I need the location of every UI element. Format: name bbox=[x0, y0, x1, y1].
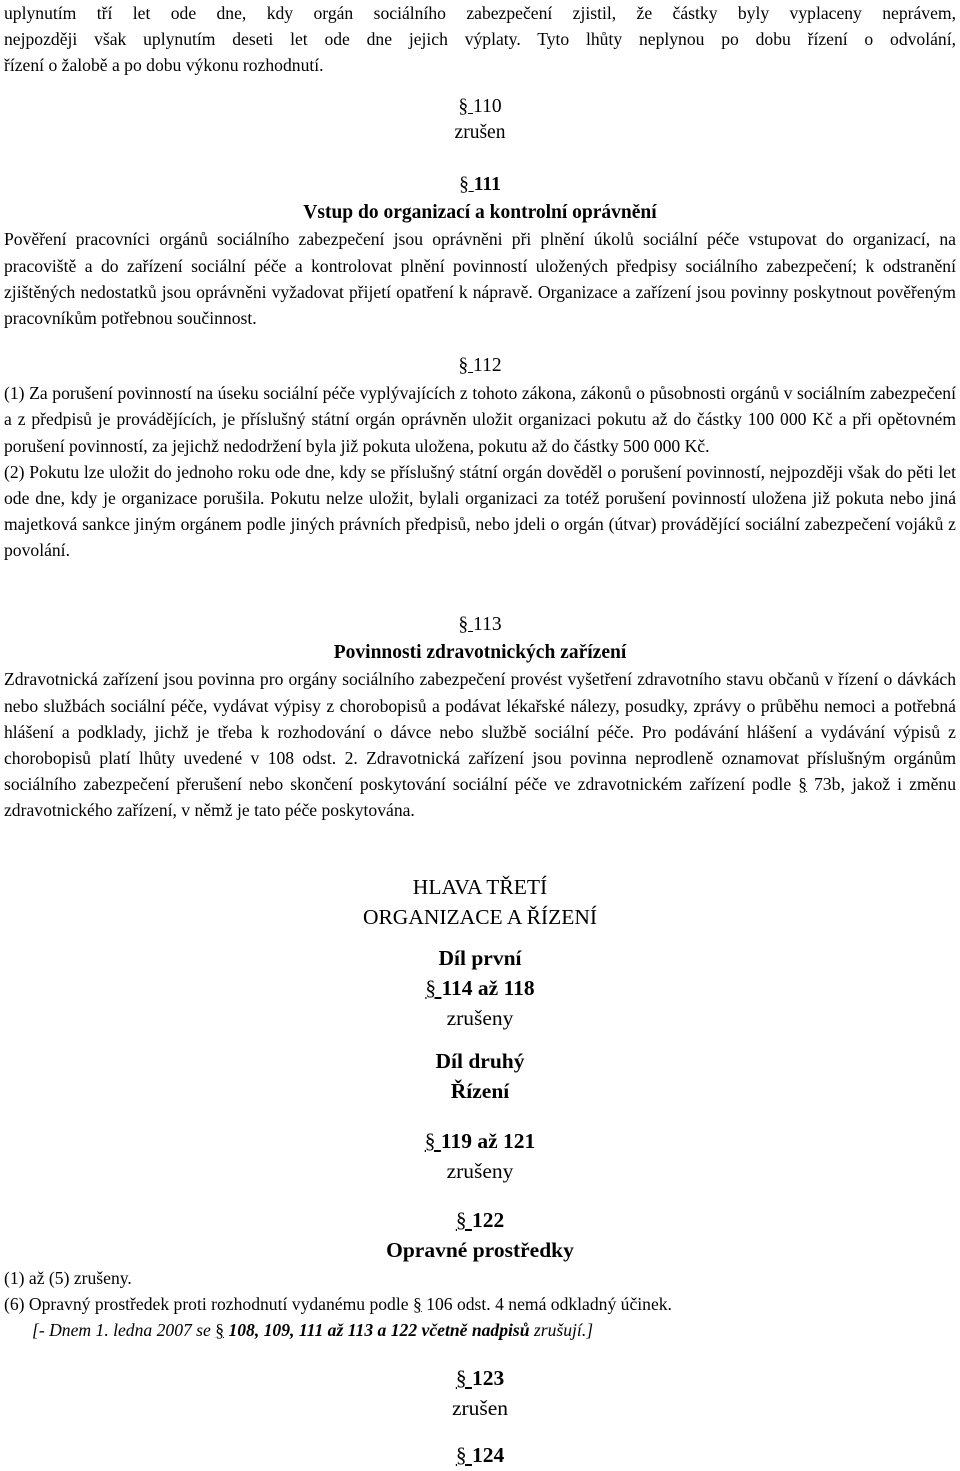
chapter-heading bbox=[4, 872, 956, 932]
part-1-title: Díl první bbox=[438, 946, 522, 970]
section-123-heading bbox=[4, 1363, 956, 1393]
section-111-heading bbox=[4, 172, 956, 198]
section-122-p6-b: 106 odst. 4 nemá odkladný účinek. bbox=[421, 1294, 672, 1315]
section-symbol-icon: § bbox=[458, 96, 474, 117]
part-1-status: zrušeny bbox=[446, 1006, 514, 1030]
chapter-title: HLAVA TŘETÍ bbox=[412, 875, 548, 899]
intro-line-2: nejpozději však uplynutím deseti let ode dne jejich výplaty. Tyto lhůty neplynou po dobu řízení o odvolání, bbox=[4, 29, 956, 50]
chapter-subtitle: ORGANIZACE A ŘÍZENÍ bbox=[362, 905, 598, 929]
section-symbol-icon: § bbox=[215, 1320, 225, 1341]
section-symbol-icon: § bbox=[798, 774, 808, 795]
section-124 bbox=[4, 1440, 956, 1470]
intro-paragraph bbox=[4, 0, 956, 79]
section-111-title: Vstup do organizací a kontrolní oprávnění bbox=[303, 202, 657, 224]
section-symbol-icon: § bbox=[455, 1366, 472, 1390]
section-124-heading bbox=[4, 1440, 956, 1470]
part-2 bbox=[4, 1046, 956, 1186]
part-2-title: Díl druhý bbox=[435, 1049, 525, 1073]
section-113-number: 113 bbox=[473, 614, 502, 635]
part-2-subtitle: Řízení bbox=[450, 1079, 510, 1103]
section-113-heading bbox=[4, 612, 956, 638]
section-123-number: 123 bbox=[471, 1366, 505, 1390]
section-110-heading bbox=[4, 94, 956, 120]
section-112-paragraph-2: (2) Pokutu lze uložit do jednoho roku ode dne, kdy se příslušný státní orgán dověděl o porušení povinností, nejpozději však do pěti let ode dne, kdy je organizace porušila. Pokutu nelze uložit, bylali organizaci za totéž porušení povinností uložena již pokuta nebo jiná majetková sankce jiným orgánem podle jiných právních předpisů, nebo jdeli o orgán (útvar) provádějící sociální zabezpečení vojáků z povolání. bbox=[4, 461, 956, 561]
section-113-text-a: Zdravotnická zařízení jsou povinna pro orgány sociálního zabezpečení provést vyšetření zdravotního stavu občanů v řízení o dávkách nebo službách sociální péče, vydávat výpisy z chorobopisů a podávat lékařské nálezy, posudky, zprávy o průběhu nemoci a potřebná hlášení a podklady, jichž je třeba k rozhodování o dávce nebo službě sociální péče. Pro podávání hlášení a vydávání výpisů z chorobopisů platí lhůty uvedené v 108 odst. 2. Zdravotnická zařízení jsou povinna neprodleně oznamovat příslušným orgánům sociálního zabezpečení přerušení nebo skončení poskytování sociální péče ve zdravotnickém zařízení podle bbox=[4, 669, 956, 795]
part-1-range-text: 114 až 118 bbox=[441, 976, 535, 1000]
section-111-text: Pověření pracovníci orgánů sociálního zabezpečení jsou oprávněni při plnění úkolů sociální péče vstupovat do organizací, na pracoviště a do zařízení sociální péče a kontrolovat plnění povinností uložených předpisy sociálního zabezpečení; k odstranění zjištěných nedostatků jsou oprávněni vyžadovat přijetí opatření k nápravě. Organizace a zařízení jsou povinny poskytnout pověřeným pracovníkům potřebnou součinnost. bbox=[4, 229, 956, 329]
section-122-number: 122 bbox=[471, 1208, 505, 1232]
section-symbol-icon: § bbox=[458, 614, 474, 635]
section-122-heading bbox=[4, 1205, 956, 1235]
section-124-number: 124 bbox=[471, 1443, 505, 1467]
section-113-text-b: 73b, jakož i změnu zdravotnického zařízení, v němž je tato péče poskytována. bbox=[4, 774, 956, 821]
part-2-status: zrušeny bbox=[446, 1159, 514, 1183]
section-112-number: 112 bbox=[473, 355, 502, 376]
section-112 bbox=[4, 353, 956, 564]
section-symbol-icon: § bbox=[455, 1208, 472, 1232]
part-2-range-text: 119 až 121 bbox=[440, 1129, 536, 1153]
section-122-title: Opravné prostředky bbox=[386, 1238, 574, 1262]
section-111-number: 111 bbox=[473, 174, 501, 195]
section-112-paragraph-1: (1) Za porušení povinností na úseku sociální péče vyplývajících z tohoto zákona, zákonů o působnosti orgánů v sociálním zabezpečení a z předpisů je provádějících, je příslušný státní orgán oprávněn uložit organizaci pokutu až do částky 100 000 Kč a při opětovném porušení povinností, za jejichž nedodržení byla již pokuta uložena, pokutu až do částky 500 000 Kč. bbox=[4, 383, 956, 456]
section-113-text bbox=[4, 666, 956, 823]
section-123-status: zrušen bbox=[451, 1396, 509, 1420]
section-122-p6-a: (6) Opravný prostředek proti rozhodnutí vydanému podle bbox=[4, 1294, 409, 1315]
section-122 bbox=[4, 1205, 956, 1344]
section-112-heading bbox=[4, 353, 956, 379]
part-2-range bbox=[4, 1126, 956, 1156]
intro-line-3: řízení o žalobě a po dobu výkonu rozhodnutí. bbox=[4, 55, 324, 76]
section-symbol-icon: § bbox=[412, 1294, 422, 1315]
intro-line-1: uplynutím tří let ode dne, kdy orgán sociálního zabezpečení zjistil, že částky byly vyplaceny neprávem, bbox=[4, 3, 956, 23]
section-symbol-icon: § bbox=[458, 355, 474, 376]
amendment-note-c: zrušují.] bbox=[529, 1320, 594, 1341]
section-symbol-icon: § bbox=[425, 976, 442, 1000]
section-symbol-icon: § bbox=[455, 1443, 472, 1467]
section-110-number: 110 bbox=[473, 96, 502, 117]
section-110-status: zrušen bbox=[454, 122, 506, 144]
amendment-note-a: [- Dnem 1. ledna 2007 se bbox=[32, 1320, 211, 1341]
part-1-range bbox=[4, 973, 956, 1003]
part-1 bbox=[4, 943, 956, 1033]
section-122-paragraph-1: (1) až (5) zrušeny. bbox=[4, 1268, 132, 1288]
section-110 bbox=[4, 94, 956, 146]
section-symbol-icon: § bbox=[459, 174, 474, 195]
section-113 bbox=[4, 612, 956, 824]
amendment-note-bold: 108, 109, 111 až 113 a 122 včetně nadpisů bbox=[224, 1320, 530, 1341]
section-symbol-icon: § bbox=[424, 1129, 441, 1153]
section-111 bbox=[4, 172, 956, 331]
section-122-paragraph-6 bbox=[4, 1291, 956, 1317]
amendment-note bbox=[4, 1317, 956, 1343]
section-123 bbox=[4, 1363, 956, 1423]
section-113-title: Povinnosti zdravotnických zařízení bbox=[333, 642, 627, 664]
